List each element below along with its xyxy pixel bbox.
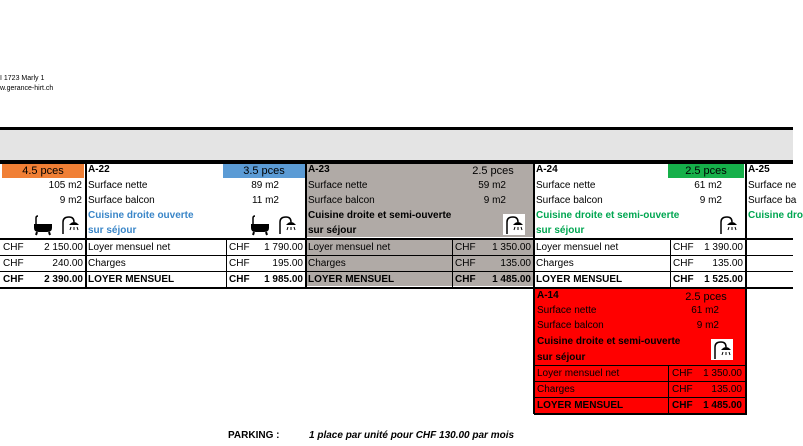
- loyer-value: 1 790.00: [264, 242, 303, 253]
- bathtub-icon: [249, 215, 271, 235]
- shower-icon: [711, 339, 733, 360]
- unit-id: A-22: [88, 164, 110, 175]
- unit-id: A-23: [308, 164, 330, 175]
- total-label: LOYER MENSUEL: [308, 274, 395, 285]
- charges-label: Charges: [308, 258, 346, 269]
- col-border: [452, 239, 453, 288]
- unit-card-a23: [306, 163, 534, 237]
- charges-label: Charges: [88, 258, 126, 269]
- loyer-value: 1 350.00: [703, 368, 742, 379]
- unit-id: A-14: [537, 290, 559, 301]
- shower-icon: [277, 215, 297, 235]
- total-label: LOYER MENSUEL: [536, 274, 623, 285]
- bathtub-icon: [32, 215, 54, 235]
- loyer-value: 1 350.00: [492, 242, 531, 253]
- total-value-cell: [670, 272, 746, 287]
- row-border: [0, 255, 793, 256]
- charges-value-cell: [670, 256, 746, 271]
- kitchen-line2: sur séjour: [308, 225, 357, 236]
- unit-card-a24: [534, 163, 746, 237]
- parking-text: 1 place par unité pour CHF 130.00 par mois: [309, 430, 515, 441]
- total-value: 1 485.00: [703, 400, 742, 411]
- total-row: [0, 272, 86, 287]
- loyer-label: Loyer mensuel net: [88, 242, 171, 253]
- charges-label: Charges: [536, 258, 574, 269]
- unit-card-a14: [535, 289, 745, 414]
- loyer-value-cell: [670, 240, 746, 255]
- total-label: LOYER MENSUEL: [88, 274, 175, 285]
- charges-value-cell: [452, 256, 534, 271]
- row-border: [535, 397, 745, 398]
- unit-id: A-24: [536, 164, 558, 175]
- charges-value-cell: [226, 256, 306, 271]
- row-border: [535, 365, 745, 366]
- balcony-value: 11 m2: [251, 195, 279, 206]
- total-value: 2 390.00: [44, 274, 83, 285]
- total-value-cell: [669, 398, 745, 413]
- col-border: [668, 365, 669, 414]
- balcony-label: Surface balcon: [308, 195, 375, 206]
- pieces-badge: 2.5 pces: [668, 164, 744, 178]
- balcony-label: Surface balcon: [537, 320, 604, 331]
- loyer-value: 2 150.00: [44, 242, 83, 253]
- balcony-label: Surface balcon: [88, 195, 155, 206]
- balcony-value: 9 m2: [59, 195, 82, 206]
- row-border: [0, 271, 793, 272]
- balcony-value: 9 m2: [696, 320, 719, 331]
- chf-label: CHF: [673, 242, 694, 253]
- header-band: [0, 130, 793, 160]
- chf-label: CHF: [673, 258, 694, 269]
- chf-label: CHF: [672, 400, 693, 411]
- charges-value: 240.00: [52, 258, 83, 269]
- chf-label: CHF: [673, 274, 694, 285]
- total-value: 1 985.00: [264, 274, 303, 285]
- loyer-label: Loyer mensuel net: [537, 368, 620, 379]
- surface-value: 89 m2: [251, 180, 279, 191]
- charges-value: 135.00: [500, 258, 531, 269]
- total-value-cell: [452, 272, 534, 287]
- total-value: 1 525.00: [704, 274, 743, 285]
- loyer-label: Loyer mensuel net: [308, 242, 391, 253]
- chf-label: CHF: [229, 274, 250, 285]
- row-border: [0, 238, 793, 240]
- total-value-cell: [226, 272, 306, 287]
- charges-value: 195.00: [272, 258, 303, 269]
- chf-label: CHF: [3, 242, 24, 253]
- chf-label: CHF: [455, 258, 476, 269]
- total-label: LOYER MENSUEL: [537, 400, 624, 411]
- loyer-value: 1 390.00: [704, 242, 743, 253]
- balcony-value: 9 m2: [483, 195, 506, 206]
- charges-value-cell: [669, 382, 745, 397]
- row-border: [0, 162, 793, 164]
- surface-value: 105 m2: [48, 180, 82, 191]
- kitchen-line1: Cuisine droite ouverte: [88, 210, 194, 221]
- chf-label: CHF: [672, 368, 693, 379]
- pieces-badge: 2.5 pces: [472, 165, 514, 177]
- shower-icon: [717, 214, 739, 235]
- col-border: [85, 162, 87, 289]
- pieces-badge: 2.5 pces: [685, 291, 727, 303]
- chf-label: CHF: [3, 274, 24, 285]
- kitchen-line2: sur séjour: [88, 225, 137, 236]
- unit-id: A-25: [748, 164, 770, 175]
- loyer-value-cell: [452, 240, 534, 255]
- balcony-label: Surface balcon: [536, 195, 603, 206]
- loyer-row: [0, 240, 86, 255]
- pieces-badge: 3.5 pces: [223, 164, 305, 178]
- kitchen-line2: sur séjour: [536, 225, 585, 236]
- surface-label: Surface nette: [537, 305, 597, 316]
- charges-label: Charges: [537, 384, 575, 395]
- kitchen-line1: Cuisine droite et semi-ouverte: [308, 210, 452, 221]
- balcony-value: 9 m2: [699, 195, 722, 206]
- unit-card-a25: [746, 163, 803, 237]
- col-border: [226, 239, 227, 288]
- shower-icon-box: [711, 339, 733, 360]
- chf-label: CHF: [3, 258, 24, 269]
- chf-label: CHF: [455, 242, 476, 253]
- charges-value: 135.00: [711, 384, 742, 395]
- surface-label: Surface ne: [748, 180, 797, 191]
- col-border: [305, 162, 307, 289]
- surface-label: Surface nette: [88, 180, 148, 191]
- charges-value: 135.00: [712, 258, 743, 269]
- chf-label: CHF: [672, 384, 693, 395]
- parking-label: PARKING :: [228, 430, 280, 441]
- surface-value: 59 m2: [478, 180, 506, 191]
- chf-label: CHF: [229, 242, 250, 253]
- row-border: [535, 381, 745, 382]
- col-border: [745, 162, 747, 414]
- chf-label: CHF: [229, 258, 250, 269]
- shower-icon-box: [503, 214, 525, 235]
- address-line: I 1723 Marly 1: [0, 75, 45, 82]
- pieces-badge: 4.5 pces: [2, 164, 84, 178]
- total-value: 1 485.00: [492, 274, 531, 285]
- col-border: [670, 239, 671, 288]
- surface-label: Surface nette: [536, 180, 596, 191]
- row-border: [534, 413, 747, 415]
- kitchen-line1: Cuisine dro: [748, 210, 803, 221]
- balcony-label: Surface ba: [748, 195, 797, 206]
- kitchen-line2: sur séjour: [537, 352, 586, 363]
- website: w.gerance-hirt.ch: [0, 85, 54, 92]
- kitchen-line1: Cuisine droite et semi-ouverte: [537, 336, 681, 347]
- charges-row: [0, 256, 86, 271]
- surface-label: Surface nette: [308, 180, 368, 191]
- surface-value: 61 m2: [691, 305, 719, 316]
- shower-icon: [503, 214, 525, 235]
- unit-card-a22: [86, 163, 306, 237]
- surface-value: 61 m2: [694, 180, 722, 191]
- unit-card-partial: [0, 163, 86, 237]
- chf-label: CHF: [455, 274, 476, 285]
- loyer-value-cell: [669, 366, 745, 381]
- kitchen-line1: Cuisine droite et semi-ouverte: [536, 210, 680, 221]
- loyer-value-cell: [226, 240, 306, 255]
- shower-icon: [60, 215, 80, 235]
- loyer-label: Loyer mensuel net: [536, 242, 619, 253]
